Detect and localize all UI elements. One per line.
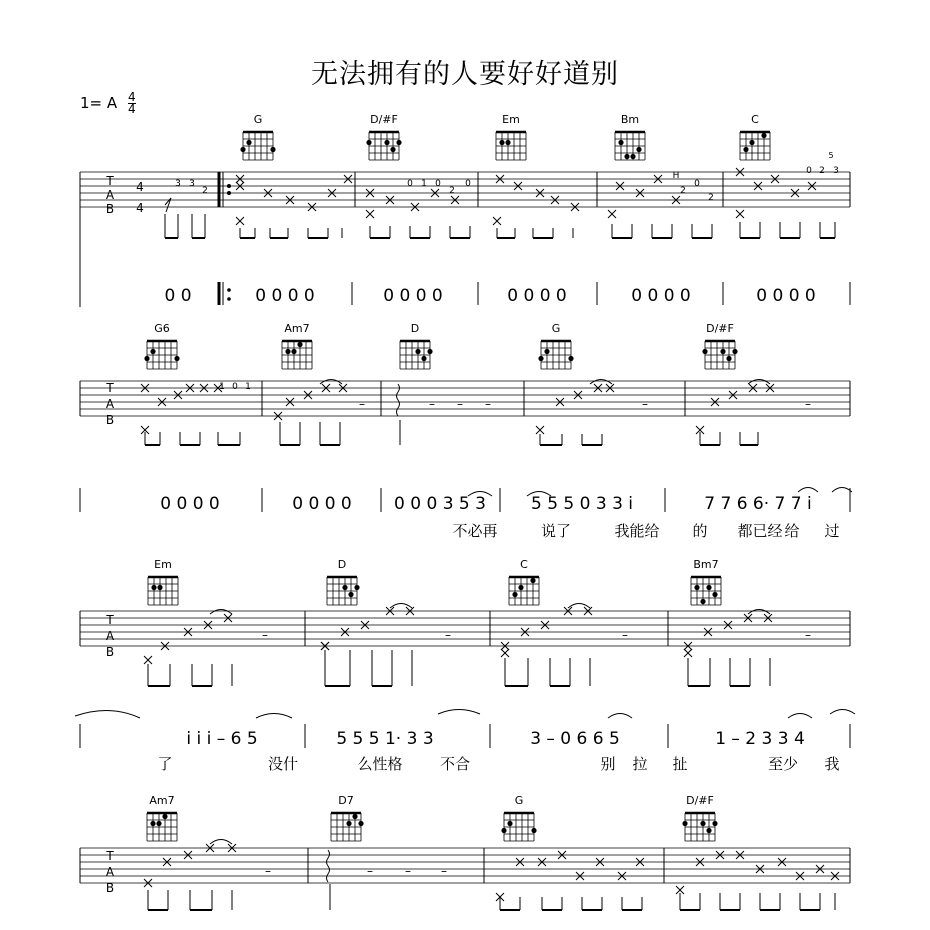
notation-text: 5 5 5 0 3 3 i — [530, 494, 634, 514]
lyric-text: 过 — [824, 522, 840, 540]
song-title: 无法拥有的人要好好道别 — [311, 59, 619, 90]
chord-diagram — [740, 113, 770, 160]
chord-dot — [297, 342, 302, 347]
chord-name: C — [751, 113, 759, 126]
bass-x-note — [236, 217, 244, 225]
chord-dot — [507, 821, 512, 826]
chord-dot — [749, 140, 754, 145]
notation-text: 7 7 6 6· 7 7 i — [704, 494, 812, 514]
chord-diagram — [327, 558, 360, 605]
tie-arc — [590, 380, 612, 385]
notation-text: 3 – 0 6 6 5 — [530, 729, 620, 749]
chord-dot — [712, 592, 717, 597]
lyric-text: 么性格 — [357, 755, 403, 773]
tie-arc — [788, 714, 812, 719]
tab-rest-dash: – — [445, 628, 451, 642]
lyric-text: 我能给 — [614, 522, 660, 540]
tab-clef-B: B — [105, 202, 115, 216]
lyric-text: 不必再 — [452, 522, 498, 540]
lyric-text: 没什 — [267, 755, 299, 773]
tab-slide-mark: 5 — [828, 151, 834, 160]
tab-fret-number: 1 — [219, 382, 225, 392]
chord-name: G — [551, 322, 561, 335]
chord-name: Bm7 — [693, 558, 719, 571]
tab-fret-number: 2 — [680, 186, 686, 196]
chord-name: D/#F — [706, 322, 734, 335]
notation-text: 0 0 0 0 — [383, 286, 443, 306]
tab-fret-number: 0 — [435, 179, 441, 189]
key-prefix: 1= A — [80, 94, 118, 112]
lyric-text: 了 — [157, 755, 173, 773]
chord-name: Am7 — [149, 794, 175, 807]
bass-x-note — [493, 217, 501, 225]
chord-name: D7 — [338, 794, 354, 807]
tab-clef-T: T — [106, 174, 114, 188]
notation-text: 0 0 0 0 — [756, 286, 816, 306]
arpeggio-mark — [397, 384, 400, 416]
notation-text: 0 0 0 3 5 3 — [394, 494, 486, 514]
chord-dot — [156, 821, 161, 826]
tab-fret-number: 1 — [245, 382, 251, 392]
tab-rest-dash: – — [457, 397, 463, 411]
chord-diagram — [366, 113, 401, 160]
chord-diagram — [501, 794, 536, 841]
tab-rest-dash: – — [642, 397, 648, 411]
chord-dot — [726, 356, 731, 361]
tab-fret-number: 3 — [175, 179, 181, 189]
tab-fret-number: 3 — [833, 166, 839, 176]
chord-name: D/#F — [686, 794, 714, 807]
chord-dot — [246, 140, 251, 145]
notation-text: 0 0 0 0 — [160, 494, 220, 514]
chord-dot — [240, 147, 245, 152]
chord-dot — [505, 140, 510, 145]
chord-diagram — [496, 113, 526, 160]
chord-dot — [512, 592, 517, 597]
chord-dot — [348, 592, 353, 597]
lyric-text: 我 — [824, 755, 840, 773]
bass-x-note — [736, 210, 744, 218]
chord-dot — [706, 828, 711, 833]
tab-rest-dash: – — [805, 397, 811, 411]
tie-arc — [256, 714, 292, 719]
tie-arc — [210, 610, 232, 615]
chord-dot — [150, 821, 155, 826]
tab-staff-row3 — [80, 611, 850, 646]
chord-diagram — [148, 558, 178, 605]
chord-diagram — [400, 322, 433, 369]
chord-dot — [568, 356, 573, 361]
chord-dot — [624, 154, 629, 159]
tab-clef-T: T — [106, 849, 114, 863]
chord-diagram — [682, 794, 717, 841]
chord-name: D/#F — [370, 113, 398, 126]
time-sig-top: 4 — [127, 90, 136, 104]
chord-dot — [636, 147, 641, 152]
tab-fret-number: 2 — [819, 166, 825, 176]
tab-fret-number: 2 — [708, 193, 714, 203]
tie-arc — [320, 380, 342, 385]
notation-text: 1 – 2 3 3 4 — [715, 729, 805, 749]
tab-clef-T: T — [106, 381, 114, 395]
tie-arc — [832, 488, 852, 493]
bass-x-note — [366, 210, 374, 218]
tab-clef-A: A — [105, 397, 115, 411]
chord-dot — [415, 349, 420, 354]
tab-rest-dash: – — [265, 864, 271, 878]
chord-dot — [732, 349, 737, 354]
chord-dot — [358, 821, 363, 826]
tab-clef-A: A — [105, 188, 115, 202]
chord-dot — [720, 349, 725, 354]
tab-rest-dash: – — [485, 397, 491, 411]
tab-rest-dash: – — [622, 628, 628, 642]
chord-dot — [682, 821, 687, 826]
chord-name: G — [253, 113, 263, 126]
tie-arc — [438, 710, 480, 715]
chord-name: D — [337, 558, 347, 571]
chord-dot — [630, 154, 635, 159]
bass-x-note — [144, 656, 152, 664]
chord-dot — [144, 356, 149, 361]
tab-fret-number: 2 — [202, 186, 208, 196]
chord-dot — [694, 585, 699, 590]
chord-dot — [700, 599, 705, 604]
chord-name: C — [520, 558, 528, 571]
tie-arc — [748, 380, 770, 385]
chord-name: Em — [154, 558, 172, 571]
chord-dot — [396, 140, 401, 145]
chord-diagram — [282, 322, 312, 369]
tie-arc — [75, 710, 140, 718]
tab-rest-dash: – — [359, 397, 365, 411]
lyric-text: 别 — [600, 755, 616, 773]
chord-dot — [427, 349, 432, 354]
chord-dot — [291, 349, 296, 354]
chord-dot — [518, 585, 523, 590]
chord-diagram — [144, 322, 179, 369]
bass-x-note — [684, 649, 692, 657]
chord-dot — [390, 147, 395, 152]
chord-dot — [421, 356, 426, 361]
tab-time-bottom: 4 — [136, 201, 144, 215]
tab-fret-number: 0 — [465, 179, 471, 189]
tab-clef-B: B — [105, 413, 115, 427]
tie-arc — [798, 488, 818, 493]
bass-x-note — [536, 426, 544, 434]
chord-dot — [162, 814, 167, 819]
tie-arc — [210, 840, 232, 845]
chord-dot — [702, 349, 707, 354]
tab-fret-number: 0 — [806, 166, 812, 176]
chord-dot — [743, 147, 748, 152]
chord-diagram — [538, 322, 573, 369]
notation-text: 0 0 0 0 — [292, 494, 352, 514]
chord-dot — [531, 828, 536, 833]
chord-name: D — [410, 322, 420, 335]
tab-time-top: 4 — [136, 180, 144, 194]
chord-dot — [285, 349, 290, 354]
tie-arc — [748, 610, 770, 615]
repeat-dot — [227, 191, 231, 195]
notation-text: i i i – 6 5 — [186, 729, 258, 749]
chord-dot — [150, 349, 155, 354]
chord-dot — [342, 585, 347, 590]
tab-fret-number: 0 — [694, 179, 700, 189]
notation-text: 0 0 0 0 — [255, 286, 315, 306]
chord-dot — [501, 828, 506, 833]
notation-text: 0 0 0 0 — [507, 286, 567, 306]
tab-rest-dash: – — [441, 864, 447, 878]
chord-diagram — [331, 794, 364, 841]
tab-clef-A: A — [105, 629, 115, 643]
chord-dot — [346, 821, 351, 826]
chord-name: G6 — [154, 322, 170, 335]
chord-diagram — [702, 322, 737, 369]
bass-x-note — [676, 886, 684, 894]
chord-dot — [700, 821, 705, 826]
chord-dot — [706, 585, 711, 590]
chord-dot — [761, 133, 766, 138]
chord-dot — [544, 349, 549, 354]
lyric-text: 都已经 — [737, 522, 783, 540]
tab-rest-dash: – — [262, 628, 268, 642]
tab-fret-number: 3 — [189, 179, 195, 189]
lyric-text: 不合 — [439, 755, 471, 773]
repeat-dot — [227, 184, 231, 188]
chord-diagram — [691, 558, 721, 605]
notation-text: 5 5 5 1· 3 3 — [336, 729, 434, 749]
tab-fret-number: 1 — [421, 179, 427, 189]
chord-name: G — [514, 794, 524, 807]
lyric-text: 扯 — [672, 755, 688, 773]
chord-diagram — [509, 558, 539, 605]
chord-dot — [618, 140, 623, 145]
lyric-text: 说了 — [540, 522, 572, 540]
chord-dot — [712, 821, 717, 826]
lyric-text: 拉 — [632, 755, 648, 773]
tab-rest-dash: – — [805, 628, 811, 642]
chord-diagram — [240, 113, 275, 160]
chord-name: Am7 — [284, 322, 310, 335]
tab-clef-A: A — [105, 865, 115, 879]
chord-dot — [538, 356, 543, 361]
tab-staff-row1 — [80, 172, 850, 207]
tab-clef-B: B — [105, 881, 115, 895]
chord-dot — [530, 578, 535, 583]
chord-dot — [157, 585, 162, 590]
repeat-dot — [227, 297, 231, 301]
notation-text: 0 0 — [164, 286, 192, 306]
chord-dot — [499, 140, 504, 145]
chord-dot — [354, 585, 359, 590]
lyric-text: 至少 — [767, 755, 799, 773]
tab-clef-B: B — [105, 645, 115, 659]
chord-name: Em — [502, 113, 520, 126]
chord-dot — [174, 356, 179, 361]
notation-text: 0 0 0 0 — [631, 286, 691, 306]
chord-dot — [366, 140, 371, 145]
chord-name: Bm — [620, 113, 640, 126]
lyric-text: 的 — [692, 522, 708, 540]
chord-dot — [352, 814, 357, 819]
bass-x-note — [501, 649, 509, 657]
tab-clef-T: T — [106, 613, 114, 627]
tie-arc — [608, 714, 632, 719]
tab-rest-dash: – — [367, 864, 373, 878]
chord-diagram — [147, 794, 177, 841]
tab-rest-dash: – — [429, 397, 435, 411]
time-sig-bottom: 4 — [127, 102, 136, 116]
chord-dot — [151, 585, 156, 590]
tab-staff-row4 — [80, 848, 850, 883]
repeat-dot — [227, 288, 231, 292]
chord-dot — [384, 140, 389, 145]
tab-rest-dash: – — [405, 864, 411, 878]
tab-staff-row2 — [80, 381, 850, 416]
tab-fret-number: 2 — [449, 186, 455, 196]
tab-fret-number: 0 — [407, 179, 413, 189]
chord-diagram — [615, 113, 645, 160]
chord-dot — [270, 147, 275, 152]
lyric-text: 给 — [784, 522, 800, 540]
bass-x-note — [608, 210, 616, 218]
tab-fret-number: 0 — [232, 382, 238, 392]
tie-arc — [830, 710, 855, 715]
tab-hammer-mark: H — [672, 171, 680, 181]
